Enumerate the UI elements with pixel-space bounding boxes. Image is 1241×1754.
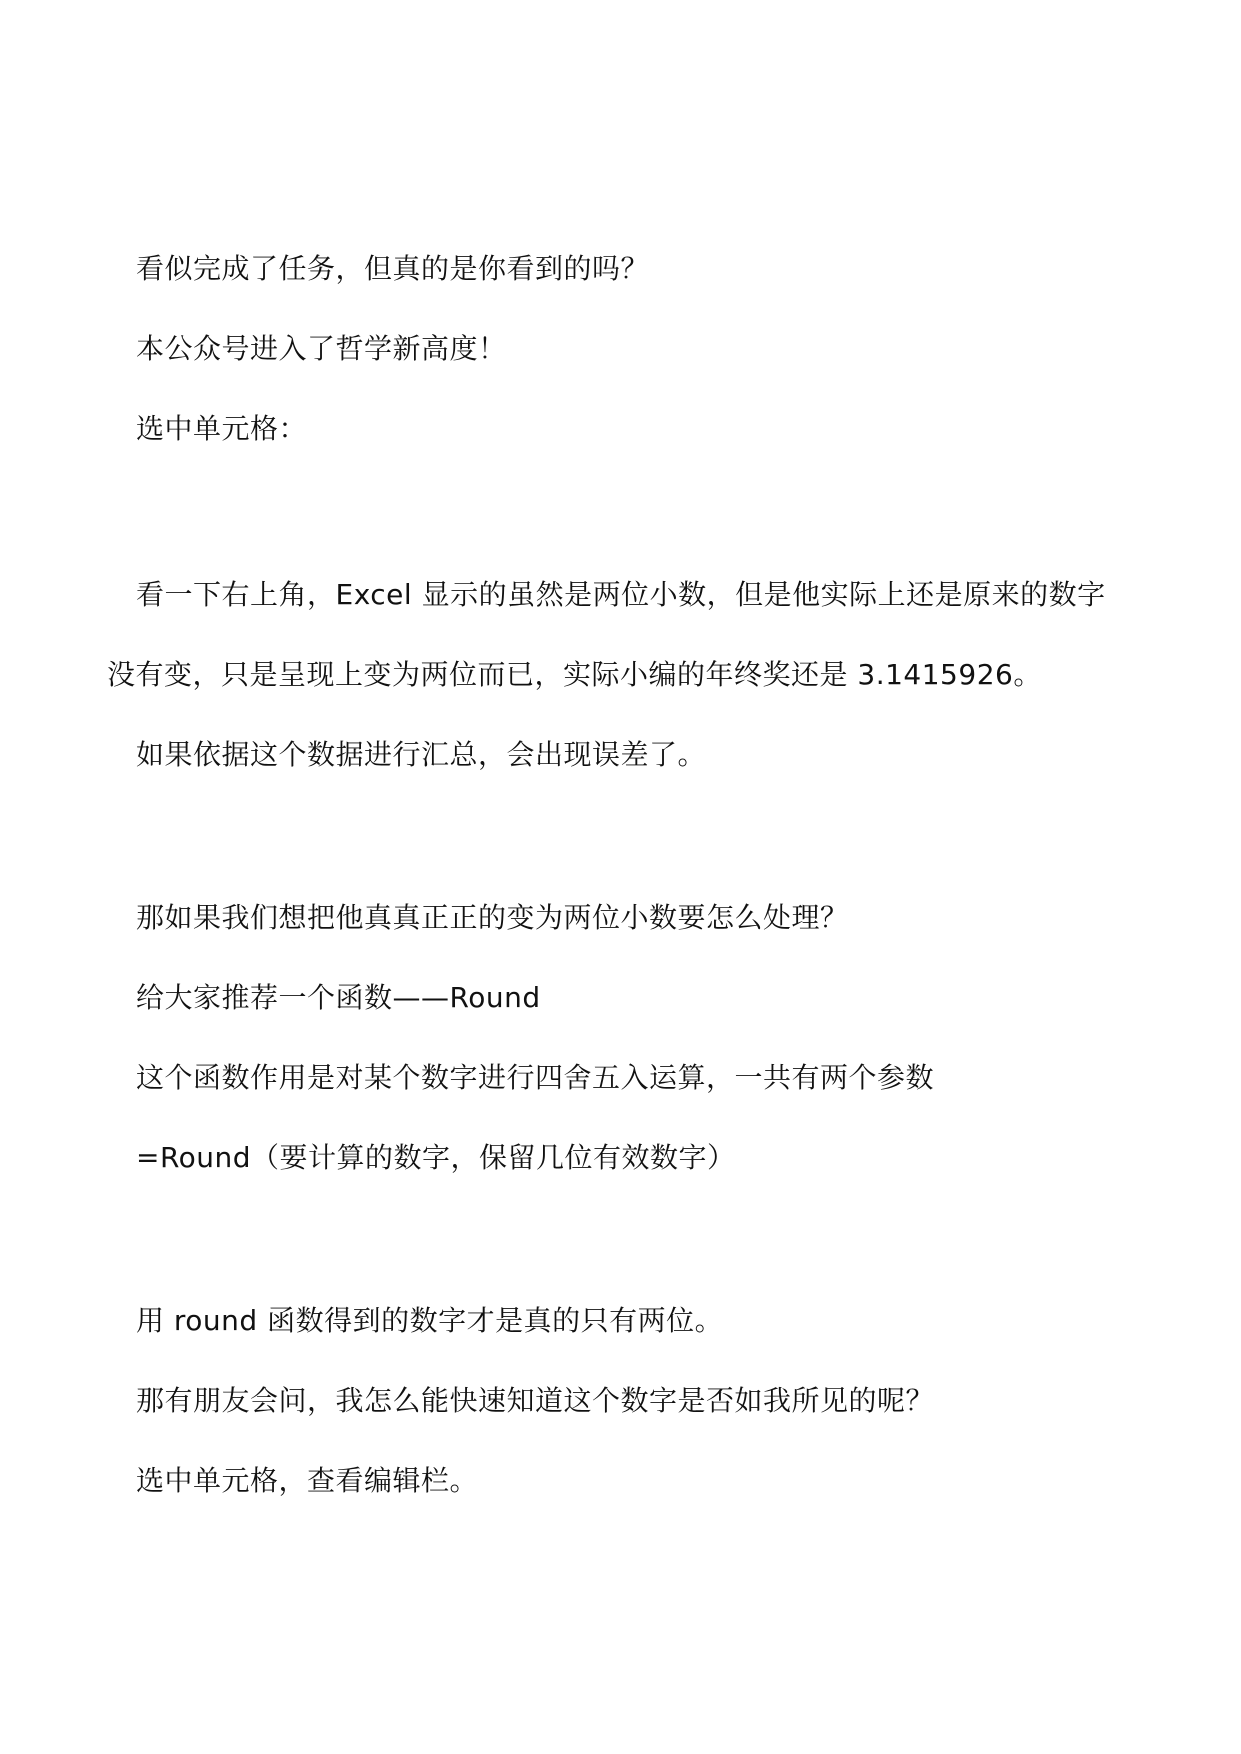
paragraph-how-to: 那如果我们想把他真真正正的变为两位小数要怎么处理？ xyxy=(136,901,849,934)
paragraph-round-result: 用 round 函数得到的数字才是真的只有两位。 xyxy=(136,1304,724,1337)
paragraph-excel-display-line2: 没有变，只是呈现上变为两位而已，实际小编的年终奖还是 3.1415926。 xyxy=(107,658,1042,691)
paragraph-summary-error: 如果依据这个数据进行汇总，会出现误差了。 xyxy=(136,738,707,771)
paragraph-round-syntax: =Round（要计算的数字，保留几位有效数字） xyxy=(136,1141,736,1174)
paragraph-philosophy: 本公众号进入了哲学新高度！ xyxy=(136,332,507,365)
paragraph-friend-question: 那有朋友会问，我怎么能快速知道这个数字是否如我所见的呢？ xyxy=(136,1384,935,1417)
paragraph-select-cell: 选中单元格： xyxy=(136,412,308,445)
paragraph-excel-display-line1: 看一下右上角，Excel 显示的虽然是两位小数，但是他实际上还是原来的数字 xyxy=(136,578,1106,611)
paragraph-check-formula-bar: 选中单元格，查看编辑栏。 xyxy=(136,1464,479,1497)
paragraph-round-purpose: 这个函数作用是对某个数字进行四舍五入运算，一共有两个参数 xyxy=(136,1061,935,1094)
paragraph-recommend-round: 给大家推荐一个函数——Round xyxy=(136,981,541,1014)
paragraph-question: 看似完成了任务，但真的是你看到的吗？ xyxy=(136,252,650,285)
